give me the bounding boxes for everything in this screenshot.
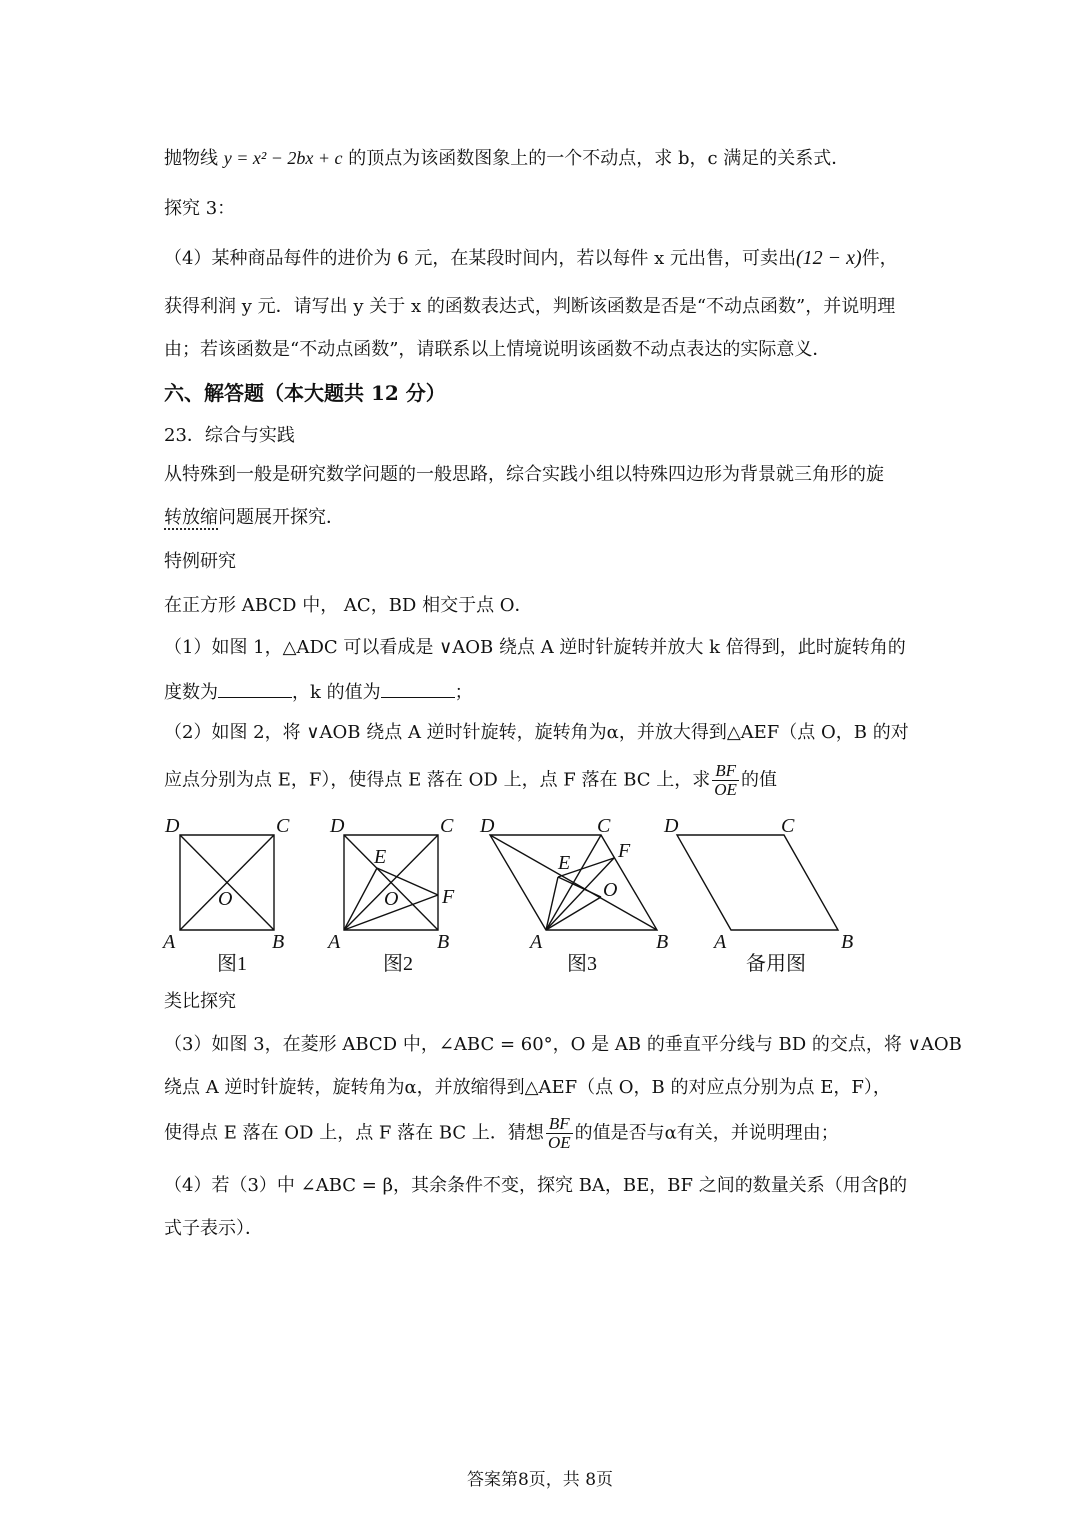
text-line-p1: （1）如图 1，△ADC 可以看成是 ∨AOB 绕点 A 逆时针旋转并放大 k 倍得到，此时旋转角的 [164, 637, 906, 658]
fig4-rhombus [677, 835, 838, 930]
fig1-label-c: C [276, 815, 290, 837]
text-line-p1-cont [164, 679, 473, 705]
fraction-denominator: OE [714, 780, 737, 799]
text-line-p3-cont1: 绕点 A 逆时针旋转，旋转角为α，并放缩得到△AEF（点 O，B 的对应点分别为点 E，F）， [164, 1077, 891, 1098]
line-text: 件， [861, 248, 898, 269]
fig4-label-a: A [714, 931, 727, 953]
text-line-q4-cont2: 由；若该函数是“不动点函数”，请联系以上情境说明该函数不动点表达的实际意义． [164, 339, 831, 360]
fig3-segment-ae [546, 877, 558, 930]
line-text: 抛物线 [164, 148, 218, 169]
line-text: 使得点 E 落在 OD 上，点 F 落在 BC 上．猜想 [164, 1122, 544, 1144]
formula: y = x² − 2bx + c [223, 148, 343, 168]
text-line-p2: （2）如图 2，将 ∨AOB 绕点 A 逆时针旋转，旋转角为α，并放大得到△AEF（点 O，B 的对 [164, 722, 909, 743]
fraction-numerator: BF [712, 762, 739, 781]
fig3-label-f: F [618, 840, 631, 862]
fig2-label-d: D [330, 815, 345, 837]
fig2-label-a: A [328, 931, 341, 953]
fig3-caption: 图3 [567, 953, 597, 975]
line-text: ，k 的值为 [292, 682, 381, 703]
fig3-label-d: D [480, 815, 495, 837]
fig3-diagonal-ac [546, 835, 601, 930]
line-text: ； [454, 682, 473, 703]
text-line-p4-cont: 式子表示）． [164, 1218, 263, 1239]
fig2-label-b: B [437, 931, 450, 953]
intro-line-2 [164, 506, 344, 530]
answer-blank[interactable] [218, 679, 292, 698]
fig3-label-a: A [530, 931, 543, 953]
emphasis-text: 转放缩 [164, 507, 218, 528]
subheading-special: 特例研究 [164, 551, 236, 572]
fig2-label-f: F [442, 886, 455, 908]
fraction-numerator: BF [546, 1115, 573, 1134]
fig3-label-o: O [603, 879, 618, 901]
text-line-p3-cont2 [164, 1115, 839, 1152]
fig3-segment-ao [546, 897, 601, 930]
line-text: 的顶点为该函数图象上的一个不动点，求 b，c 满足的关系式． [348, 148, 850, 169]
fig3-label-e: E [558, 852, 571, 874]
text-line-p2-cont [164, 762, 777, 799]
subheading-analogy: 类比探究 [164, 991, 236, 1012]
fig4-label-c: C [781, 815, 795, 837]
fraction-denominator: OE [547, 1133, 571, 1152]
fig3-label-c: C [597, 815, 611, 837]
fig2-label-c: C [440, 815, 454, 837]
line-text: 的值是否与α有关，并说明理由； [574, 1122, 839, 1144]
text-line-q4 [164, 246, 898, 271]
intro-line-1: 从特殊到一般是研究数学问题的一般思路，综合实践小组以特殊四边形为背景就三角形的旋 [164, 464, 884, 485]
fig3-label-b: B [656, 931, 669, 953]
fig2-label-e: E [374, 846, 387, 868]
fraction-bf-oe [712, 762, 739, 799]
line-text: 度数为 [164, 682, 218, 703]
fig4-label-d: D [664, 815, 679, 837]
text-line-explore3: 探究 3： [164, 198, 236, 219]
fig2-label-o: O [384, 888, 399, 910]
line-text: 的值 [740, 769, 777, 791]
text-line-parabola [164, 146, 849, 171]
question-number: 23．综合与实践 [164, 425, 295, 446]
fig2-caption: 图2 [383, 953, 413, 975]
fig1-label-b: B [272, 931, 285, 953]
text-line-p3: （3）如图 3，在菱形 ABCD 中，∠ABC = 60°，O 是 AB 的垂直平分线与 BD 的交点，将 ∨AOB [164, 1034, 962, 1055]
line-text: 应点分别为点 E，F），使得点 E 落在 OD 上，点 F 落在 BC 上，求 [164, 769, 711, 791]
text-line-q4-cont1: 获得利润 y 元．请写出 y 关于 x 的函数表达式，判断该函数是否是“不动点函数”，并说明理 [164, 296, 896, 317]
page-footer: 答案第8页，共 8页 [466, 1470, 614, 1490]
text-line-square: 在正方形 ABCD 中， AC，BD 相交于点 O． [164, 595, 533, 616]
fig1-caption: 图1 [217, 953, 247, 975]
fig1-label-o: O [218, 888, 233, 910]
answer-blank[interactable] [381, 679, 455, 698]
fig4-label-b: B [841, 931, 854, 953]
fig4-caption: 备用图 [746, 953, 806, 975]
fraction-bf-oe [546, 1115, 573, 1152]
text-line-p4: （4）若（3）中 ∠ABC = β，其余条件不变，探究 BA，BE，BF 之间的数量关系（用含β的 [164, 1175, 908, 1196]
section-heading: 六、解答题（本大题共 12 分） [164, 381, 446, 405]
line-text: 问题展开探究． [218, 507, 344, 528]
fig2-segment-ae [344, 868, 377, 930]
line-text: （4）某种商品每件的进价为 6 元，在某段时间内，若以每件 x 元出售，可卖出 [164, 248, 796, 269]
fig1-label-a: A [163, 931, 176, 953]
figures-row [0, 805, 1080, 985]
fig1-label-d: D [165, 815, 180, 837]
formula: (12 − x) [795, 247, 862, 269]
